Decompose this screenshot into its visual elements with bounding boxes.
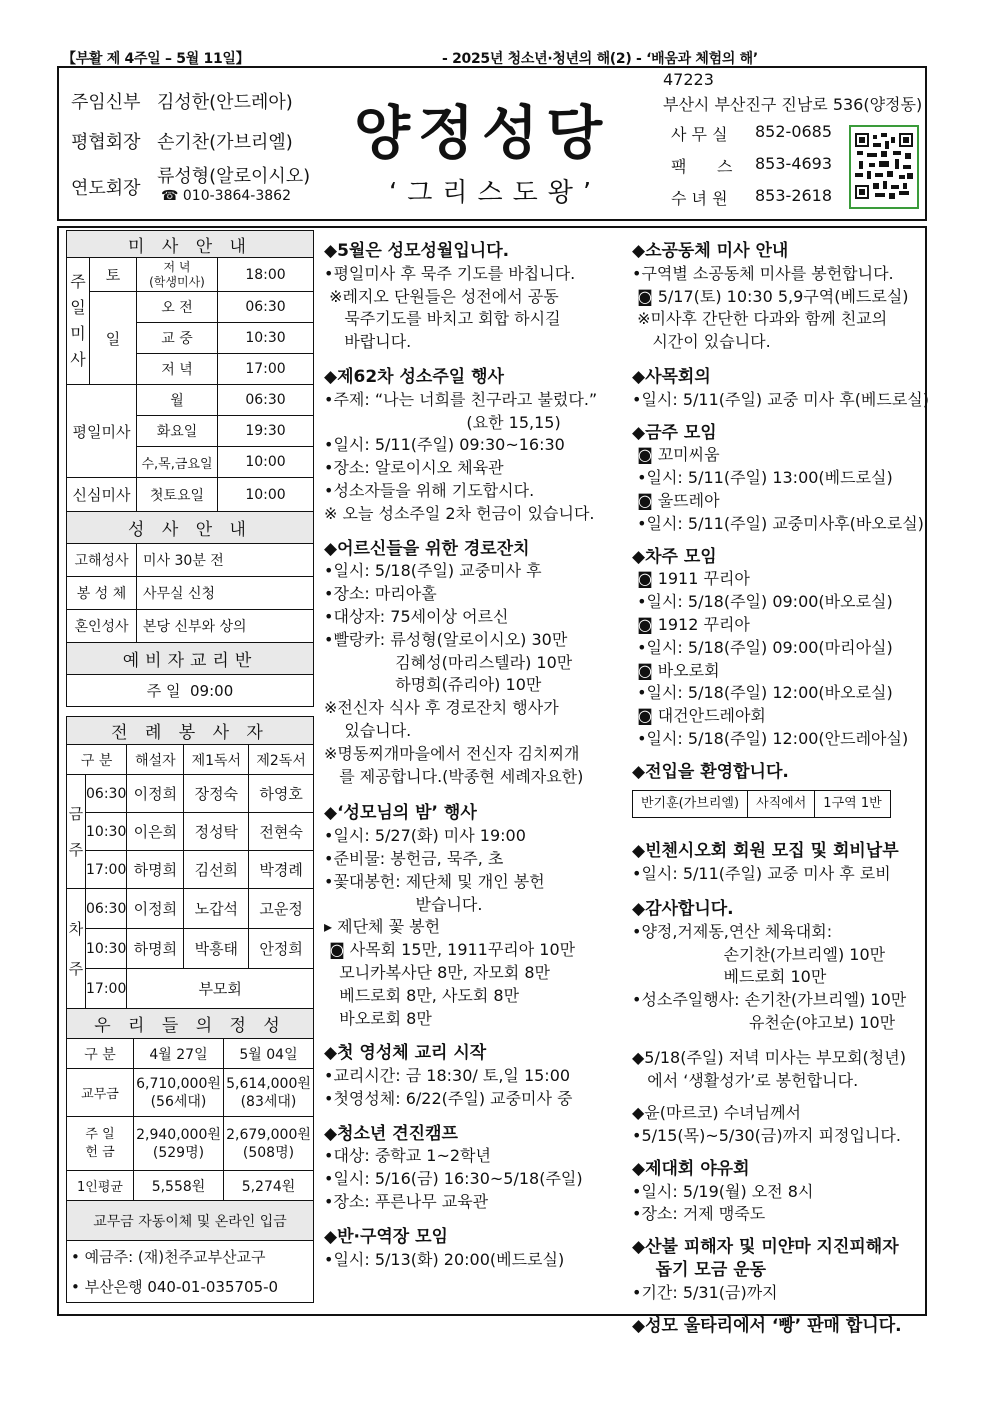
notice-heading: ◆5월은 성모성월입니다.	[324, 241, 510, 261]
sun-mass-time: 17:00	[218, 354, 314, 385]
notice-section	[324, 1042, 624, 1110]
council-label: 평협회장	[71, 132, 141, 153]
notice-line: ◙ 울뜨레아	[632, 490, 720, 510]
notice-section	[324, 802, 624, 1030]
server-name: 이정희	[127, 889, 184, 929]
notice-section	[632, 422, 922, 536]
notice-line: ◙ 바오로회	[632, 660, 720, 680]
notice-line: •일시: 5/16(금) 16:30~5/18(주일)	[324, 1169, 583, 1189]
postcode: 47223	[663, 70, 714, 89]
notice-line: ◆5/18(주일) 저녁 미사는 부모회(청년)	[632, 1047, 906, 1067]
notice-line: 받습니다.	[324, 894, 483, 914]
notice-heading: ◆‘성모님의 밤’ 행사	[324, 803, 477, 824]
notice-line: ※ 오늘 성소주일 2차 헌금이 있습니다.	[324, 503, 595, 523]
notice-line: ◙ 1911 꾸리아	[632, 569, 750, 589]
notice-line: ◙ 5/17(토) 10:30 5,9구역(베드로실)	[632, 286, 909, 306]
servers-head: 제2독서	[249, 745, 314, 775]
bank-account: • 부산은행 040-01-035705-0	[71, 1277, 279, 1296]
next-week-label: 차 주	[67, 889, 86, 1009]
youth-phone: ☎ 010-3864-3862	[161, 188, 291, 204]
notice-heading: ◆차주 모임	[632, 546, 717, 567]
server-time: 06:30	[86, 889, 127, 929]
notice-line: •일시: 5/11(주일) 교중 미사 후(베드로실)	[632, 389, 929, 409]
notice-line: 를 제공합니다.(박종현 세례자요한)	[324, 766, 584, 786]
sun-label: 일	[90, 292, 137, 385]
notice-column-right	[632, 240, 929, 1337]
notice-heading: ◆금주 모임	[632, 422, 717, 443]
server-name: 안정희	[249, 929, 314, 969]
notice-line: •일시: 5/11(주일) 교중미사후(바오로실)	[632, 513, 924, 533]
notice-line: 바랍니다.	[324, 332, 412, 352]
notice-line: •일시: 5/27(화) 미사 19:00	[324, 826, 526, 846]
notice-line: •교리시간: 금 18:30/ 토,일 15:00	[324, 1066, 571, 1086]
servers-head: 해설자	[127, 745, 184, 775]
notice-section	[632, 761, 922, 819]
notice-line: •일시: 5/18(주일) 12:00(바오로실)	[632, 683, 893, 703]
notice-heading: ◆어르신들을 위한 경로잔치	[324, 538, 530, 559]
offering-value: 6,710,000원 (56세대)	[134, 1069, 224, 1117]
fax-number: 853-4693	[755, 154, 833, 173]
server-name: 노갑석	[184, 889, 249, 929]
convent-phone: 853-2618	[755, 186, 833, 205]
notice-line: •양정,거제동,연산 체육대회:	[632, 921, 833, 941]
notice-line: •구역별 소공동체 미사를 봉헌합니다.	[632, 263, 894, 283]
parish-title: 양정성당	[354, 99, 611, 167]
issue-date: 【부활 제 4주일 – 5월 11일】	[62, 51, 250, 67]
fax-label: 팩 스	[671, 157, 733, 176]
sacrament-name: 봉 성 체	[67, 577, 137, 610]
qr-code-icon	[849, 125, 919, 209]
server-time: 17:00	[86, 851, 127, 889]
notice-line: 있습니다.	[324, 720, 412, 740]
offering-value: 5,614,000원 (83세대)	[224, 1069, 314, 1117]
server-time: 17:00	[86, 969, 127, 1009]
notice-line: •일시: 5/19(월) 오전 8시	[632, 1181, 814, 1201]
notice-line: •일시: 5/18(주일) 09:00(마리아실)	[632, 637, 893, 657]
notice-section	[324, 240, 624, 354]
notice-section	[632, 1102, 922, 1148]
weekday-time: 19:30	[218, 416, 314, 447]
server-name: 이정희	[127, 775, 184, 813]
notice-heading: ◆첫 영성체 교리 시작	[324, 1043, 487, 1064]
masthead	[57, 66, 927, 221]
offering-label: 1인평균	[67, 1171, 134, 1201]
youth-name: 류성형(알로이시오)	[157, 166, 311, 187]
notice-line: 베드로회 10만	[632, 967, 827, 987]
notice-line: ◆윤(마르코) 수녀님께서	[632, 1103, 801, 1123]
pastor-name: 김성한(안드레아)	[157, 92, 293, 113]
notice-line: (요한 15,15)	[324, 412, 561, 432]
sun-mass-label: 저 녁	[137, 354, 218, 385]
notice-line: •일시: 5/11(주일) 09:30~16:30	[324, 435, 565, 455]
sacrament-info: 사무실 신청	[137, 577, 314, 610]
offering-value: 5,274원	[224, 1171, 314, 1201]
welcome-table	[632, 790, 891, 819]
server-name: 하명희	[127, 851, 184, 889]
notice-line: ※미사후 간단한 다과와 함께 친교의	[632, 309, 888, 329]
notice-line: ※전신자 식사 후 경로잔치 행사가	[324, 698, 559, 718]
notice-line: •일시: 5/18(주일) 12:00(안드레아실)	[632, 728, 909, 748]
offering-head: 4월 27일	[134, 1039, 224, 1069]
notice-line: ※레지오 단원들은 성전에서 공동	[324, 286, 559, 306]
sat-label: 토	[90, 258, 137, 292]
server-name: 하영호	[249, 775, 314, 813]
notice-heading: ◆전입을 환영합니다.	[632, 761, 789, 782]
sat-mass-time: 18:00	[218, 258, 314, 292]
notice-section	[632, 240, 922, 354]
notice-line: •성소주일행사: 손기찬(가브리엘) 10만	[632, 990, 907, 1010]
sacrament-name: 고해성사	[67, 544, 137, 577]
notice-section	[632, 1158, 922, 1226]
notice-heading: ◆제대회 야유회	[632, 1158, 750, 1179]
catechumen-time: 주 일 09:00	[67, 675, 314, 707]
notice-line: •평일미사 후 묵주 기도를 바칩니다.	[324, 263, 576, 283]
notice-line: •대상자: 75세이상 어르신	[324, 606, 509, 626]
welcome-cell: 1구역 1반	[815, 790, 890, 818]
notice-line: ※명동찌개마을에서 전신자 김치찌개	[324, 743, 580, 763]
servers-table	[66, 716, 314, 1009]
server-name: 박경례	[249, 851, 314, 889]
notice-line: •성소자들을 위해 기도합시다.	[324, 480, 535, 500]
notice-line: •빨랑카: 류성형(알로이시오) 30만	[324, 629, 568, 649]
notice-line: 시간이 있습니다.	[632, 332, 771, 352]
sat-mass-label: 저 녁 (학생미사)	[137, 258, 218, 292]
server-name: 김선희	[184, 851, 249, 889]
server-name: 장정숙	[184, 775, 249, 813]
server-name: 정성탁	[184, 813, 249, 851]
server-time: 10:30	[86, 813, 127, 851]
notice-line: 김혜성(마리스텔라) 10만	[324, 652, 573, 672]
notice-section	[324, 1123, 624, 1214]
welcome-cell: 사직에서	[748, 790, 815, 818]
notice-line: •첫영성체: 6/22(주일) 교중미사 중	[324, 1088, 573, 1108]
year-theme: - 2025년 청소년·청년의 해(2) - ‘배움과 체험의 해’	[442, 51, 758, 67]
server-name: 부모회	[127, 969, 314, 1009]
notice-heading: ◆감사합니다.	[632, 898, 734, 919]
notice-line: •일시: 5/11(주일) 13:00(베드로실)	[632, 468, 893, 488]
notice-heading: ◆성모 울타리에서 ‘빵’ 판매 합니다.	[632, 1315, 902, 1336]
sacrament-info: 미사 30분 전	[137, 544, 314, 577]
notice-line: 모니카복사단 8만, 자모회 8만	[324, 962, 550, 982]
servers-head: 제1독서	[184, 745, 249, 775]
server-name: 전현숙	[249, 813, 314, 851]
notice-line: ▸ 제단체 꽃 봉헌	[324, 917, 441, 937]
notice-line: 유천순(야고보) 10만	[632, 1012, 896, 1032]
notice-column-middle	[324, 240, 624, 1271]
notice-line: •장소: 거제 맹죽도	[632, 1204, 766, 1224]
notice-line: •기간: 5/31(금)까지	[632, 1282, 778, 1302]
notice-line: 바오로회 8만	[324, 1008, 432, 1028]
notice-line: •장소: 푸른나무 교육관	[324, 1192, 489, 1212]
notice-line: 묵주기도를 바치고 회합 하시길	[324, 309, 561, 329]
offering-head: 구 분	[67, 1039, 134, 1069]
notice-line: ◙ 꼬미씨움	[632, 445, 720, 465]
notice-line: •일시: 5/18(주일) 09:00(바오로실)	[632, 592, 893, 612]
notice-heading: ◆제62차 성소주일 행사	[324, 366, 504, 387]
weekday-time: 10:00	[218, 447, 314, 478]
offering-value: 5,558원	[134, 1171, 224, 1201]
sacrament-name: 혼인성사	[67, 610, 137, 643]
sunday-mass-label: 주 일 미 사	[67, 258, 90, 385]
offering-head: 5월 04일	[224, 1039, 314, 1069]
notice-line: •장소: 마리아홀	[324, 584, 437, 604]
servers-head: 구 분	[67, 745, 127, 775]
notice-line: •대상: 중학교 1~2학년	[324, 1146, 491, 1166]
sun-mass-time: 06:30	[218, 292, 314, 323]
notice-line: •장소: 알로이시오 체육관	[324, 458, 504, 478]
parish-subtitle: ‘그리스도왕’	[389, 178, 602, 208]
notice-section	[632, 840, 922, 886]
notice-section	[632, 1047, 922, 1093]
notice-section	[632, 1236, 922, 1304]
sun-mass-label: 오 전	[137, 292, 218, 323]
catechumen-title: 예비자교리반	[67, 643, 314, 675]
server-time: 10:30	[86, 929, 127, 969]
server-time: 06:30	[86, 775, 127, 813]
notice-line: ◙ 1912 꾸리아	[632, 614, 750, 634]
auto-transfer-title: 교무금 자동이체 및 온라인 입금	[67, 1201, 314, 1241]
notice-line: •꽃대봉헌: 제단체 및 개인 봉헌	[324, 871, 545, 891]
info-sidebar	[66, 230, 314, 707]
sacrament-title: 성 사 안 내	[67, 512, 314, 544]
notice-heading: ◆산불 피해자 및 미얀마 지진피해자 돕기 모금 운동	[632, 1237, 899, 1281]
server-name: 고운정	[249, 889, 314, 929]
offering-label: 주 일 헌 금	[67, 1117, 134, 1171]
notice-line: •준비물: 봉헌금, 묵주, 초	[324, 848, 504, 868]
notice-heading: ◆반·구역장 모임	[324, 1226, 448, 1247]
notice-heading: ◆빈첸시오회 회원 모집 및 회비납부	[632, 841, 899, 862]
sun-mass-time: 10:30	[218, 323, 314, 354]
address: 부산시 부산진구 진남로 536(양정동)	[663, 95, 923, 114]
this-week-label: 금 주	[67, 775, 86, 889]
offering-value: 2,679,000원 (508명)	[224, 1117, 314, 1171]
notice-line: •일시: 5/18(주일) 교중미사 후	[324, 561, 542, 581]
offering-value: 2,940,000원 (529명)	[134, 1117, 224, 1171]
pastor-label: 주임신부	[71, 92, 141, 113]
mass-title: 미 사 안 내	[67, 231, 314, 258]
office-phone: 852-0685	[755, 122, 833, 141]
notice-section	[632, 546, 922, 751]
weekday-day: 수,목,금요일	[137, 447, 218, 478]
notice-line: 하명희(쥬리아) 10만	[324, 675, 542, 695]
youth-label: 연도회장	[71, 178, 141, 199]
sinsim-label: 신심미사	[67, 478, 137, 512]
account-holder: • 예금주: (재)천주교부산교구	[71, 1247, 266, 1266]
notice-line: ◙ 사목회 15만, 1911꾸리아 10만	[324, 940, 576, 960]
offering-table	[66, 1008, 314, 1303]
notice-line: •주제: “나는 너희를 친구라고 불렀다.”	[324, 389, 598, 409]
notice-heading: ◆소공동체 미사 안내	[632, 241, 789, 261]
server-name: 하명희	[127, 929, 184, 969]
notice-section	[632, 1315, 922, 1338]
servers-title: 전 례 봉 사 자	[67, 717, 314, 745]
sacrament-info: 본당 신부와 상의	[137, 610, 314, 643]
notice-line: 에서 ‘생활성가’로 봉헌합니다.	[632, 1070, 859, 1090]
notice-section	[632, 366, 929, 412]
weekday-time: 06:30	[218, 385, 314, 416]
notice-line: •일시: 5/11(주일) 교중 미사 후 로비	[632, 864, 891, 884]
notice-line: 손기찬(가브리엘) 10만	[632, 944, 886, 964]
notice-section	[324, 366, 624, 526]
notice-line: 베드로회 8만, 사도회 8만	[324, 985, 520, 1005]
sinsim-day: 첫토요일	[137, 478, 218, 512]
office-label: 사 무 실	[671, 125, 728, 144]
weekday-day: 화요일	[137, 416, 218, 447]
weekday-day: 월	[137, 385, 218, 416]
notice-heading: ◆사목회의	[632, 366, 711, 387]
offering-label: 교무금	[67, 1069, 134, 1117]
sun-mass-label: 교 중	[137, 323, 218, 354]
convent-label: 수 녀 원	[671, 189, 728, 208]
server-name: 박흥태	[184, 929, 249, 969]
notice-line: ◙ 대건안드레아회	[632, 706, 766, 726]
welcome-cell: 반기훈(가브리엘)	[633, 790, 748, 818]
weekday-mass-label: 평일미사	[67, 385, 137, 478]
offering-title: 우 리 들 의 정 성	[67, 1009, 314, 1039]
notice-heading: ◆청소년 견진캠프	[324, 1123, 458, 1144]
notice-line: •5/15(목)~5/30(금)까지 피정입니다.	[632, 1126, 901, 1146]
notice-section	[324, 1226, 624, 1272]
council-name: 손기찬(가브리엘)	[157, 132, 293, 153]
notice-section	[324, 538, 624, 789]
server-name: 이은희	[127, 813, 184, 851]
notice-line: •일시: 5/13(화) 20:00(베드로실)	[324, 1249, 565, 1269]
notice-section	[632, 898, 922, 1035]
sinsim-time: 10:00	[218, 478, 314, 512]
